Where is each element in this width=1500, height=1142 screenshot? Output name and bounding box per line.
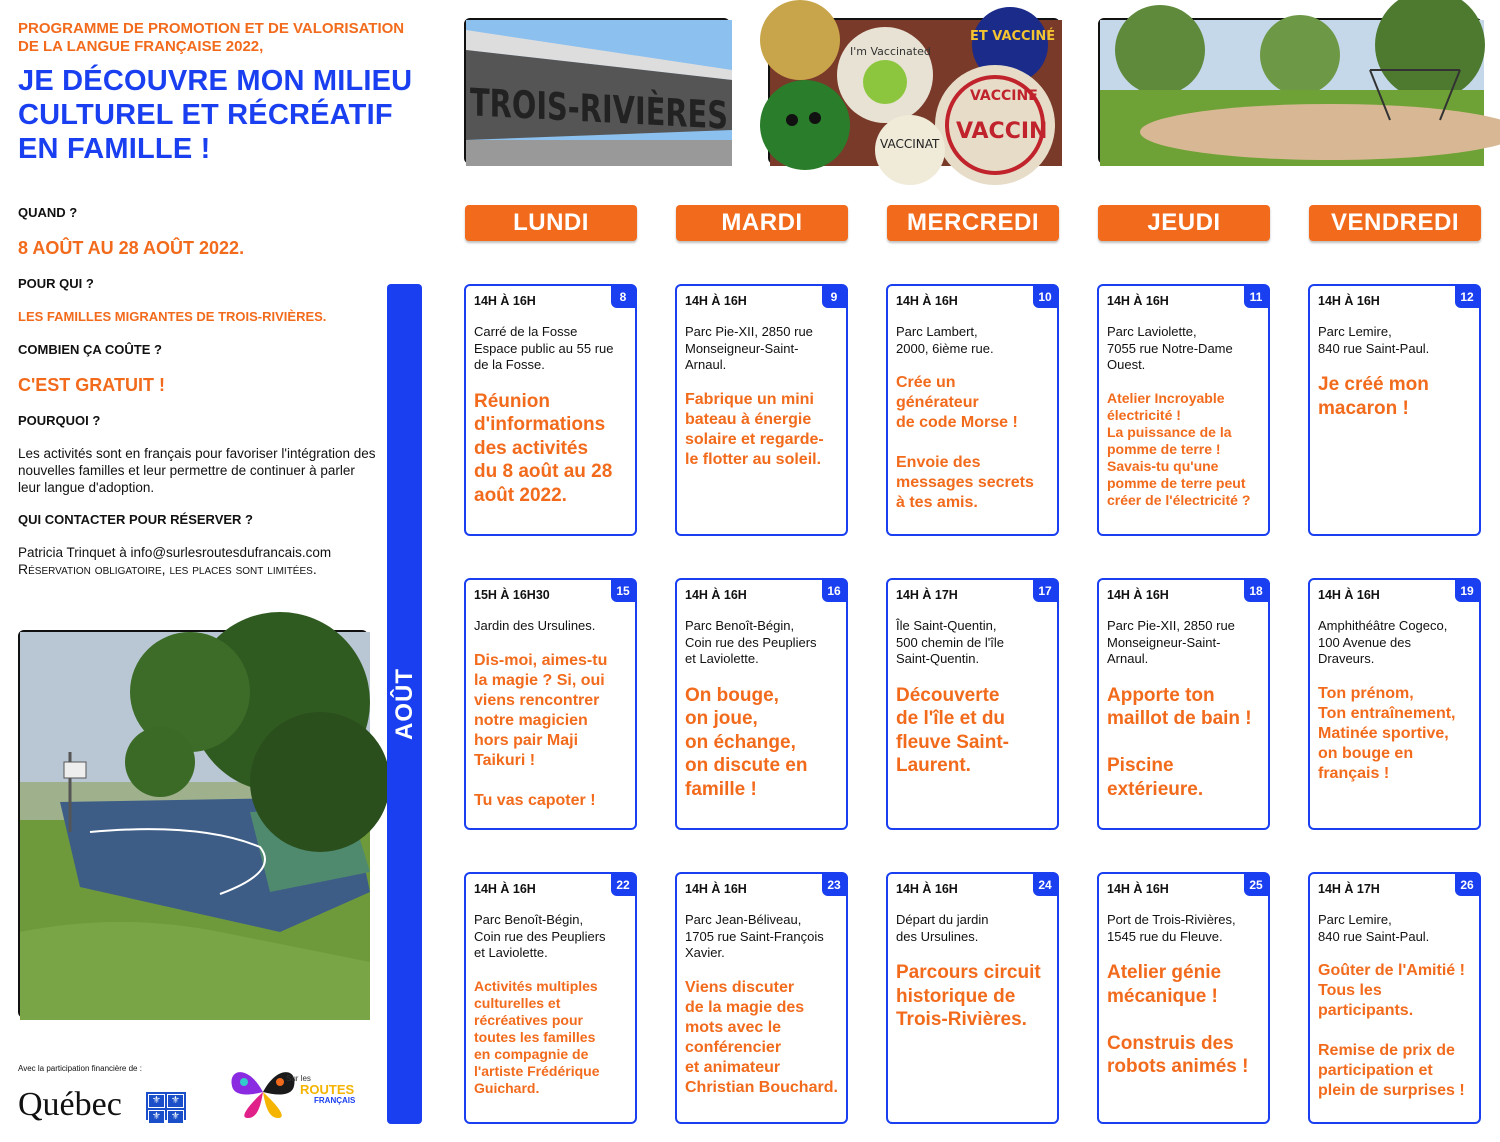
event-time: 15H À 16H30 [474, 588, 550, 602]
cout-label: COMBIEN ÇA COÛTE ? [18, 342, 162, 357]
logo-sur-les: Sur les [286, 1074, 311, 1083]
event-activity: Fabrique un mini bateau à énergie solaire et regarde- le flotter au soleil. [685, 390, 824, 468]
event-location: Port de Trois-Rivières, 1545 rue du Fleuve. [1107, 912, 1236, 944]
logo-routes: ROUTES [300, 1082, 355, 1097]
vaccine-buttons-photo [768, 18, 1060, 164]
event-card [1097, 872, 1270, 1124]
day-header-2: MERCREDI [887, 205, 1059, 241]
pourqui-value: LES FAMILLES MIGRANTES DE TROIS-RIVIÈRES. [18, 309, 327, 324]
event-time: 14H À 16H [1318, 294, 1380, 308]
event-card [1097, 284, 1270, 536]
programme-heading: PROGRAMME DE PROMOTION ET DE VALORISATION DE LA LANGUE FRANÇAISE 2022, [18, 20, 405, 55]
event-activity: Apporte ton maillot de bain ! Piscine extérieure. [1107, 684, 1252, 800]
button-text-3: VACCINE [970, 88, 1038, 104]
event-location: Carré de la Fosse Espace public au 55 rue de la Fosse. [474, 324, 614, 372]
event-location: Île Saint-Quentin, 500 chemin de l'île Saint-Quentin. [896, 618, 1004, 666]
event-date-badge: 25 [1244, 874, 1268, 896]
basketball-court-illustration [20, 632, 370, 1020]
event-date-badge: 26 [1455, 874, 1479, 896]
event-time: 14H À 16H [1107, 882, 1169, 896]
event-location: Parc Jean-Béliveau, 1705 rue Saint-François Xavier. [685, 912, 824, 960]
event-time: 14H À 17H [896, 588, 958, 602]
event-activity: Parcours circuit historique de Trois-Rivières. [896, 962, 1041, 1030]
event-date-badge: 15 [611, 580, 635, 602]
month-bar [387, 284, 422, 1124]
button-text-1: I'm Vaccinated [850, 45, 931, 58]
contact-text [18, 544, 378, 578]
event-activity: Dis-moi, aimes-tu la magie ? Si, oui viens rencontrer notre magicien hors pair Maji Taikuri ! Tu vas capoter ! [474, 651, 608, 809]
event-location: Départ du jardin des Ursulines. [896, 912, 989, 944]
reservation-note: Réservation obligatoire, les places sont limitées. [18, 561, 317, 577]
pourqui-label: POUR QUI ? [18, 276, 94, 291]
event-time: 14H À 16H [685, 294, 747, 308]
button-text-5: VACCINAT [880, 137, 940, 151]
event-time: 14H À 16H [474, 882, 536, 896]
event-location: Parc Lemire, 840 rue Saint-Paul. [1318, 912, 1430, 944]
event-card [675, 284, 848, 536]
event-card [1308, 872, 1481, 1124]
vaccine-buttons-illustration [770, 20, 1062, 166]
event-card [675, 872, 848, 1124]
event-location: Parc Lemire, 840 rue Saint-Paul. [1318, 324, 1430, 356]
event-activity: Réunion d'informations des activités du 8 août au 28 août 2022. [474, 390, 613, 506]
event-card [886, 872, 1059, 1124]
event-date-badge: 22 [611, 874, 635, 896]
event-time: 14H À 16H [1318, 588, 1380, 602]
event-activity: On bouge, on joue, on échange, on discute en famille ! [685, 684, 808, 800]
event-location: Parc Laviolette, 7055 rue Notre-Dame Ouest. [1107, 324, 1233, 372]
event-card [464, 578, 637, 830]
logo-francais: FRANÇAIS [314, 1096, 356, 1105]
event-date-badge: 18 [1244, 580, 1268, 602]
event-card [675, 578, 848, 830]
event-date-badge: 9 [822, 286, 846, 308]
button-text-2: ET VACCINÉ [970, 29, 1056, 44]
event-date-badge: 10 [1033, 286, 1057, 308]
event-activity: Goûter de l'Amitié ! Tous les participants. Remise de prix de participation et plein de surprises ! [1318, 962, 1465, 1099]
day-header-0: LUNDI [465, 205, 637, 241]
event-location: Jardin des Ursulines. [474, 618, 596, 633]
event-activity: Viens discuter de la magie des mots avec le conférencier et animateur Christian Bouchard. [685, 978, 838, 1096]
day-header-3: JEUDI [1098, 205, 1270, 241]
quand-label: QUAND ? [18, 205, 78, 220]
event-time: 14H À 16H [1107, 294, 1169, 308]
event-card [1308, 284, 1481, 536]
event-location: Parc Benoît-Bégin, Coin rue des Peupliers et Laviolette. [685, 618, 817, 666]
day-header-1: MARDI [676, 205, 848, 241]
event-date-badge: 19 [1455, 580, 1479, 602]
event-time: 14H À 16H [474, 294, 536, 308]
event-date-badge: 11 [1244, 286, 1268, 308]
event-time: 14H À 16H [896, 294, 958, 308]
event-time: 14H À 16H [896, 882, 958, 896]
event-activity: Crée un générateur de code Morse ! Envoie des messages secrets à tes amis. [896, 374, 1034, 511]
event-activity: Découverte de l'île et du fleuve Saint- Laurent. [896, 684, 1009, 776]
event-card [1308, 578, 1481, 830]
event-card [886, 578, 1059, 830]
contact-email[interactable]: Patricia Trinquet à info@surlesroutesdufrancais.com [18, 545, 332, 560]
financial-label: Avec la participation financière de : [18, 1064, 142, 1073]
event-date-badge: 8 [611, 286, 635, 308]
basketball-court-photo [18, 630, 368, 1018]
event-activity: Activités multiples culturelles et récréatives pour toutes les familles en compagnie de l'artiste Frédérique Guichard. [474, 977, 600, 1096]
page-title: JE DÉCOUVRE MON MILIEU CULTUREL ET RÉCRÉATIF EN FAMILLE ! [18, 65, 413, 165]
quebec-flag-icon: ⚜ ⚜ ⚜ ⚜ [146, 1092, 186, 1120]
stadium-sign: TROIS-RIVIÈRES [470, 80, 811, 143]
quebec-logo-text: Québec [18, 1086, 122, 1123]
stadium-photo [464, 18, 811, 164]
day-header-4: VENDREDI [1309, 205, 1481, 241]
event-time: 14H À 16H [1107, 588, 1169, 602]
cout-value: C'EST GRATUIT ! [18, 375, 165, 395]
stadium-illustration [466, 20, 811, 166]
pourquoi-label: POURQUOI ? [18, 413, 101, 428]
event-card [464, 872, 637, 1124]
event-activity: Atelier Incroyable électricité ! La puissance de la pomme de terre ! Savais-tu qu'une pomme de terre peut créer de l'électricité ? [1107, 389, 1251, 508]
event-location: Parc Lambert, 2000, 6ième rue. [896, 324, 994, 356]
event-location: Parc Benoît-Bégin, Coin rue des Peupliers et Laviolette. [474, 912, 606, 960]
contact-label: QUI CONTACTER POUR RÉSERVER ? [18, 512, 253, 527]
month-label: AOÛT [390, 668, 418, 740]
butterfly-icon [228, 1064, 298, 1120]
park-illustration [1100, 20, 1484, 166]
event-date-badge: 24 [1033, 874, 1057, 896]
pourquoi-text: Les activités sont en français pour favoriser l'intégration des nouvelles familles et leur permettre de continuer à parler leur langue d'adoption. [18, 446, 376, 495]
event-activity: Atelier génie mécanique ! Construis des robots animés ! [1107, 962, 1249, 1077]
event-time: 14H À 17H [1318, 882, 1380, 896]
event-date-badge: 12 [1455, 286, 1479, 308]
event-time: 14H À 16H [685, 882, 747, 896]
event-date-badge: 17 [1033, 580, 1057, 602]
event-card [886, 284, 1059, 536]
routes-logo [228, 1064, 368, 1120]
park-sand-photo [1098, 18, 1482, 164]
event-card [1097, 578, 1270, 830]
event-location: Parc Pie-XII, 2850 rue Monseigneur-Saint- Arnaul. [685, 324, 813, 372]
event-activity: Ton prénom, Ton entraînement, Matinée sportive, on bouge en français ! [1318, 684, 1456, 782]
event-activity: Je créé mon macaron ! [1318, 374, 1429, 419]
button-text-4: VACCIN [956, 119, 1048, 144]
event-time: 14H À 16H [685, 588, 747, 602]
event-card [464, 284, 637, 536]
event-date-badge: 16 [822, 580, 846, 602]
event-location: Parc Pie-XII, 2850 rue Monseigneur-Saint- Arnaul. [1107, 618, 1235, 666]
event-date-badge: 23 [822, 874, 846, 896]
event-location: Amphithéâtre Cogeco, 100 Avenue des Draveurs. [1318, 618, 1448, 666]
quand-value: 8 AOÛT AU 28 AOÛT 2022. [18, 238, 245, 258]
